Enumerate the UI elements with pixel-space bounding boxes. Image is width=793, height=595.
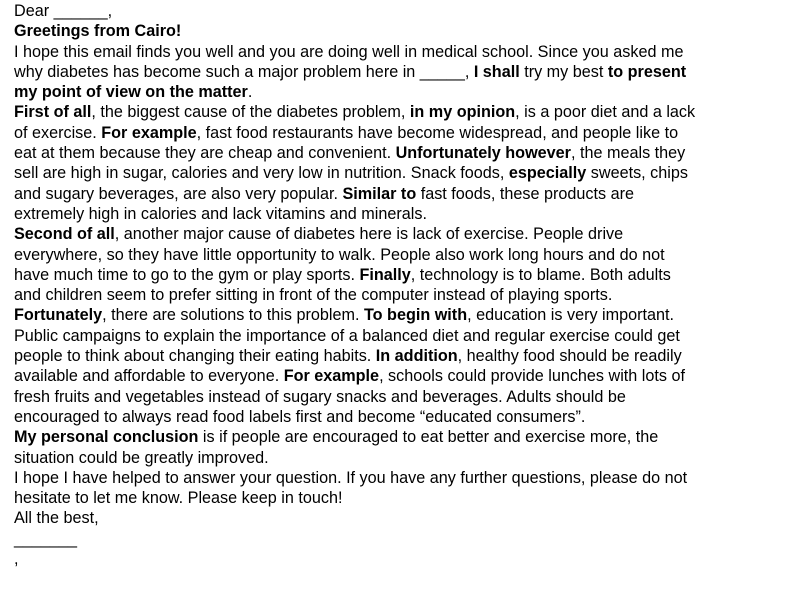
para1-line-3 xyxy=(14,143,789,163)
para2-line-4 xyxy=(14,285,789,305)
transition-unfortunately: Unfortunately however xyxy=(395,144,571,163)
para3-line-2 xyxy=(14,326,789,346)
transition-to-begin-with: To begin with xyxy=(363,306,468,325)
para4-text: situation could be greatly improved. xyxy=(14,448,269,467)
transition-finally: Finally xyxy=(359,265,411,284)
intro-line-1 xyxy=(14,42,789,62)
transition-second-of-all: Second of all xyxy=(14,225,115,244)
letter-document xyxy=(14,1,789,569)
para1-line-4 xyxy=(14,163,789,183)
transition-my-personal-conclusion: My personal conclusion xyxy=(14,428,199,447)
salutation xyxy=(14,1,789,21)
intro-text: I hope this email finds you well and you are doing well in medical school. Since you asked me xyxy=(14,42,684,61)
intro-line-2 xyxy=(14,62,789,82)
para1-text: sell are high in sugar, calories and very low in nutrition. Snack foods, xyxy=(14,164,509,183)
para1-text: sweets, chips xyxy=(586,164,688,183)
para3-line-6 xyxy=(14,407,789,427)
greeting-text: Greetings from Cairo! xyxy=(14,22,182,41)
para2-text: and children seem to prefer sitting in front of the computer instead of playing sports. xyxy=(14,286,613,305)
sign-off xyxy=(14,508,789,528)
transition-for-example: For example xyxy=(101,123,197,142)
signature-comma xyxy=(14,549,789,569)
signature-blank xyxy=(14,529,789,549)
para2-text: everywhere, so they have little opportunity to walk. People also work long hours and do not xyxy=(14,245,665,264)
closing-text: I hope I have helped to answer your question. If you have any further questions, please do not xyxy=(14,468,688,487)
closing-text: hesitate to let me know. Please keep in touch! xyxy=(14,489,343,508)
para1-line-1 xyxy=(14,102,789,122)
para3-line-4 xyxy=(14,366,789,386)
closing-line-1 xyxy=(14,468,789,488)
transition-for-example: For example xyxy=(283,367,380,386)
intro-phrase-bold: to present xyxy=(607,62,687,81)
para3-text: , schools could provide lunches with lots of xyxy=(379,367,685,386)
intro-text: why diabetes has become such a major problem here in _____, xyxy=(14,62,474,81)
para4-line-1 xyxy=(14,427,789,447)
transition-in-my-opinion: in my opinion xyxy=(409,103,516,122)
closing-line-2 xyxy=(14,488,789,508)
para1-text: extremely high in calories and lack vitamins and minerals. xyxy=(14,204,427,223)
transition-similar-to: Similar to xyxy=(342,184,417,203)
para1-text: of exercise. xyxy=(14,123,102,142)
para1-text: , the biggest cause of the diabetes problem, xyxy=(91,103,410,122)
para3-text: available and affordable to everyone. xyxy=(14,367,284,386)
intro-phrase-bold: I shall xyxy=(473,62,520,81)
para1-text: , the meals they xyxy=(570,144,686,163)
para3-line-3 xyxy=(14,346,789,366)
intro-paragraph xyxy=(14,42,789,103)
transition-in-addition: In addition xyxy=(375,347,458,366)
salutation-text: Dear ______, xyxy=(14,2,113,20)
transition-first-of-all: First of all xyxy=(14,103,92,122)
para1-line-5 xyxy=(14,184,789,204)
sign-off-text: All the best, xyxy=(14,509,99,528)
para1-text: fast foods, these products are xyxy=(416,184,634,203)
intro-phrase-bold: my point of view on the matter xyxy=(14,83,248,102)
para3-line-5 xyxy=(14,387,789,407)
para2-line-1 xyxy=(14,224,789,244)
para4-text: is if people are encouraged to eat better and exercise more, the xyxy=(198,428,659,447)
para3-text: fresh fruits and vegetables instead of sugary snacks and beverages. Adults should be xyxy=(14,387,626,406)
para2-text: , another major cause of diabetes here is lack of exercise. People drive xyxy=(114,225,624,244)
intro-line-3 xyxy=(14,82,789,102)
para1-text: , fast food restaurants have become widespread, and people like to xyxy=(196,123,679,142)
second-cause-paragraph xyxy=(14,224,789,305)
solutions-paragraph xyxy=(14,305,789,427)
para4-line-2 xyxy=(14,448,789,468)
para3-text: , healthy food should be readily xyxy=(457,347,682,366)
intro-text: . xyxy=(247,83,253,102)
para2-line-3 xyxy=(14,265,789,285)
para3-text: encouraged to always read food labels first and become “educated consumers”. xyxy=(14,407,586,426)
closing-paragraph xyxy=(14,468,789,569)
para3-text: Public campaigns to explain the importance of a balanced diet and regular exercise could get xyxy=(14,326,680,345)
para1-line-6 xyxy=(14,204,789,224)
transition-especially: especially xyxy=(508,164,587,183)
para3-text: people to think about changing their eating habits. xyxy=(14,347,376,366)
para3-text: , education is very important. xyxy=(467,306,675,325)
para2-text: , technology is to blame. Both adults xyxy=(410,265,671,284)
para1-text: , is a poor diet and a lack xyxy=(515,103,696,122)
transition-fortunately: Fortunately xyxy=(14,306,103,325)
para1-line-2 xyxy=(14,123,789,143)
para2-text: have much time to go to the gym or play sports. xyxy=(14,265,360,284)
greeting xyxy=(14,21,789,41)
para3-line-1 xyxy=(14,305,789,325)
para3-text: , there are solutions to this problem. xyxy=(102,306,364,325)
intro-text: try my best xyxy=(519,62,608,81)
para2-line-2 xyxy=(14,245,789,265)
para1-text: and sugary beverages, are also very popular. xyxy=(14,184,343,203)
para1-text: eat at them because they are cheap and convenient. xyxy=(14,144,396,163)
signature-blank-text: _______ xyxy=(14,529,78,548)
signature-comma-text: , xyxy=(14,550,19,569)
first-cause-paragraph xyxy=(14,102,789,224)
conclusion-paragraph xyxy=(14,427,789,468)
